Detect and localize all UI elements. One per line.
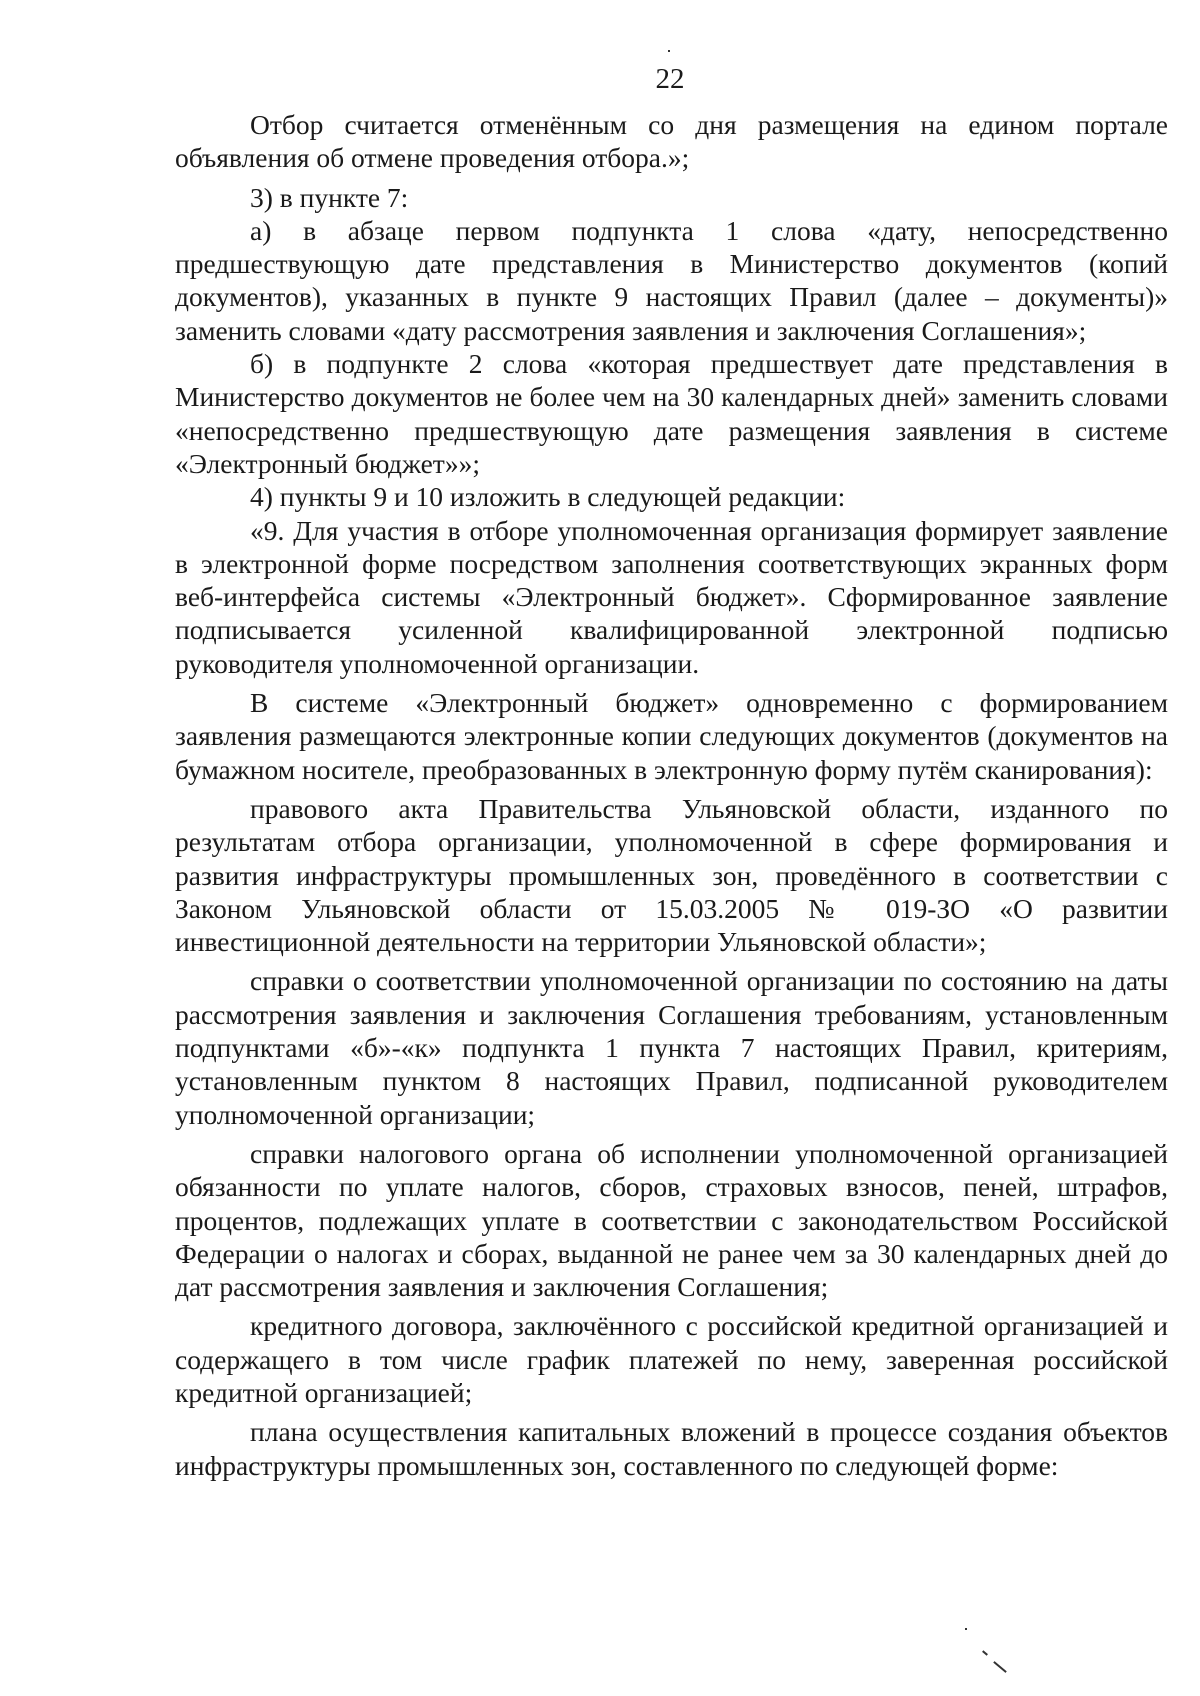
paragraph-compliance-certificate: справки о соответствии уполномоченной организации по состоянию на даты рассмотрения заявления и заключения Соглашения требованиям, установленным подпунктами «б»-«к» подпункта 1 пункта 7 настоящих Правил, критериям, установленным пунктом 8 настоящих Правил, подписанной руководителем уполномоченной организации; (175, 965, 1168, 1130)
scan-mark-bottom-2 (982, 1650, 988, 1655)
scan-mark-bottom-3 (993, 1661, 1007, 1673)
paragraph-tax-certificate: справки налогового органа об исполнении уполномоченной организацией обязанности по уплате налогов, сборов, страховых взносов, пеней, штрафов, процентов, подлежащих уплате в соответствии с законодательством Российской Федерации о налогах и сборах, выданной не ранее чем за 30 календарных дней до дат рассмотрения заявления и заключения Соглашения; (175, 1137, 1168, 1303)
paragraph-selection-cancelled: Отбор считается отменённым со дня размещения на едином портале объявления об отмене проведения отбора.»; (175, 109, 1168, 174)
paragraph-item-4: 4) пункты 9 и 10 изложить в следующей редакции: (250, 481, 846, 513)
paragraph-item-3: 3) в пункте 7: (250, 181, 409, 213)
paragraph-capital-investment-plan: плана осуществления капитальных вложений в процессе создания объектов инфраструктуры промышленных зон, составленного по следующей форме: (175, 1416, 1168, 1481)
paragraph-item-3a: а) в абзаце первом подпункта 1 слова «дату, непосредственно предшествующую дате представления в Министерство документов (копий документов), указанных в пункте 9 настоящих Правил (далее – документы)» заменить словами «дату рассмотрения заявления и заключения Соглашения»; (175, 214, 1168, 346)
scan-speck-top (668, 50, 670, 52)
document-body (175, 108, 1168, 1482)
paragraph-electronic-copies: В системе «Электронный бюджет» одновременно с формированием заявления размещаются электронные копии следующих документов (документов на бумажном носителе, преобразованных в электронную форму путём сканирования): (175, 687, 1168, 785)
paragraph-credit-agreement: кредитного договора, заключённого с российской кредитной организацией и содержащего в том числе график платежей по нему, заверенная российской кредитной организацией; (175, 1310, 1168, 1408)
page-number: 22 (655, 63, 685, 95)
paragraph-item-3b: б) в подпункте 2 слова «которая предшествует дате представления в Министерство документов не более чем на 30 календарных дней» заменить словами «непосредственно предшествующую дате размещения заявления в системе «Электронный бюджет»»; (175, 348, 1168, 479)
paragraph-legal-act: правового акта Правительства Ульяновской области, изданного по результатам отбора организации, уполномоченной в сфере формирования и развития инфраструктуры промышленных зон, проведённого в соответствии с Законом Ульяновской области от 15.03.2005 № 019-ЗО «О развитии инвестиционной деятельности на территории Ульяновской области»; (175, 792, 1168, 958)
scan-mark-bottom-1 (965, 1628, 967, 1630)
paragraph-clause-9: «9. Для участия в отборе уполномоченная организация формирует заявление в электронной форме посредством заполнения соответствующих экранных форм веб-интерфейса системы «Электронный бюджет». Сформированное заявление подписывается усиленной квалифицированной электронной подписью руководителя уполномоченной организации. (175, 514, 1168, 679)
